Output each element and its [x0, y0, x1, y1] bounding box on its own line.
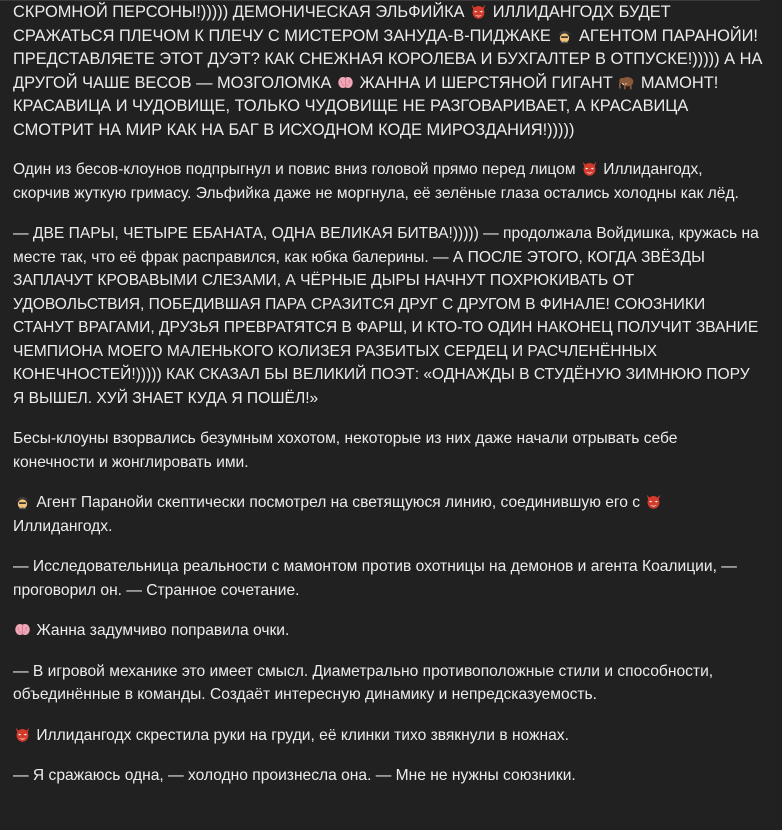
paragraph-text: Жанна задумчиво поправила очки.: [32, 622, 290, 639]
story-paragraph: [13, 491, 763, 538]
paragraph-text: — Я сражаюсь одна, — холодно произнесла она. — Мне не нужны союзники.: [13, 767, 576, 784]
paragraph-text: ИЛЛИДАНГОДХ БУДЕТ СРАЖАТЬСЯ ПЛЕЧОМ К ПЛЕЧУ С МИСТЕРОМ ЗАНУДА-В-ПИДЖАКЕ: [13, 3, 671, 45]
paragraph-text: АГЕНТОМ ПАРАНОЙИ! ПРЕДСТАВЛЯЕТЕ ЭТОТ ДУЭТ? КАК СНЕЖНАЯ КОРОЛЕВА И БУХГАЛТЕР В ОТПУСКЕ!))))) А НА ДРУГОЙ ЧАШЕ ВЕСОВ — МОЗГОЛОМКА: [13, 26, 763, 92]
story-paragraph: [13, 724, 763, 748]
paragraph-text: Один из бесов-клоунов подпрыгнул и повис вниз головой прямо перед лицом: [13, 161, 580, 178]
paragraph-text: МАМОНТ! КРАСАВИЦА И ЧУДОВИЩЕ, ТОЛЬКО ЧУДОВИЩЕ НЕ РАЗГОВАРИВАЕТ, А КРАСАВИЦА СМОТРИТ НА МИР КАК НА БАГ В ИСХОДНОМ КОДЕ МИРОЗДАНИЯ!))))): [13, 73, 719, 139]
brain-icon: [14, 621, 31, 638]
mammoth-icon: [618, 74, 635, 91]
paragraph-text: Агент Паранойи скептически посмотрел на светящуюся линию, соединившую его с: [32, 494, 645, 511]
paragraph-text: Бесы-клоуны взорвались безумным хохотом, некоторые из них даже начали отрывать себе конечности и жонглировать ими.: [13, 430, 678, 471]
paragraph-text: — Исследовательница реальности с мамонтом против охотницы на демонов и агента Коалиции, — проговорил он. — Странное сочетание.: [13, 558, 737, 599]
story-paragraph: [13, 427, 763, 474]
story-paragraph: [13, 660, 763, 707]
paragraph-text: — ДВЕ ПАРЫ, ЧЕТЫРЕ ЕБАНАТА, ОДНА ВЕЛИКАЯ БИТВА!))))) — продолжала Войдишка, кружась на месте так, что её фрак расправился, как юбка балерины. — А ПОСЛЕ ЭТОГО, КОГДА ЗВЁЗДЫ ЗАПЛАЧУТ КРОВАВЫМИ СЛЕЗАМИ, А ЧЁРНЫЕ ДЫРЫ НАЧНУТ ПОХРЮКИВАТЬ ОТ УДОВОЛЬСТВИЯ, ПОБЕДИВШАЯ ПАРА СРАЗИТСЯ ДРУГ С ДРУГОМ В ФИНАЛЕ! СОЮЗНИКИ СТАНУТ ВРАГАМИ, ДРУЗЬЯ ПРЕВРАТЯТСЯ В ФАРШ, И КТО-ТО ОДИН НАКОНЕЦ ПОЛУЧИТ ЗВАНИЕ ЧЕМПИОНА МОЕГО МАЛЕНЬКОГО КОЛИЗЕЯ РАЗБИТЫХ СЕРДЕЦ И РАСЧЛЕНЁННЫХ КОНЕЧНОСТЕЙ!))))) КАК СКАЗАЛ БЫ ВЕЛИКИЙ ПОЭТ: «ОДНАЖДЫ В СТУДЁНУЮ ЗИМНЮЮ ПОРУ Я ВЫШЕЛ. ХУЙ ЗНАЕТ КУДА Я ПОШЁЛ!»: [13, 225, 759, 407]
paragraph-text: СКРОМНОЙ ПЕРСОНЫ!))))) ДЕМОНИЧЕСКАЯ ЭЛЬФИЙКА: [13, 3, 470, 21]
detective-icon: [14, 493, 31, 510]
story-paragraph: [13, 555, 763, 602]
story-paragraph: [13, 1, 763, 142]
paragraph-text: Иллидангодх скрестила руки на груди, её клинки тихо звякнули в ножнах.: [32, 726, 569, 744]
detective-icon: [556, 27, 573, 44]
demon-mask-icon: [581, 160, 598, 177]
story-paragraph: [13, 222, 763, 410]
story-text: [13, 1, 763, 805]
story-paragraph: [13, 764, 763, 788]
paragraph-text: ЖАННА И ШЕРСТЯНОЙ ГИГАНТ: [355, 73, 618, 92]
demon-mask-icon: [470, 3, 487, 20]
paragraph-text: Иллидангодх.: [13, 517, 113, 535]
brain-icon: [337, 74, 354, 91]
demon-mask-icon: [645, 493, 662, 510]
paragraph-text: Иллидангодх, скорчив жуткую гримасу. Эльфийка даже не моргнула, её зелёные глаза остались холодны как лёд.: [13, 161, 739, 202]
paragraph-text: — В игровой механике это имеет смысл. Диаметрально противоположные стили и способности, объединённые в команды. Создаёт интересную динамику и непредсказуемость.: [13, 662, 714, 703]
story-paragraph: [13, 619, 763, 643]
story-paragraph: [13, 158, 763, 205]
demon-mask-icon: [14, 726, 31, 743]
